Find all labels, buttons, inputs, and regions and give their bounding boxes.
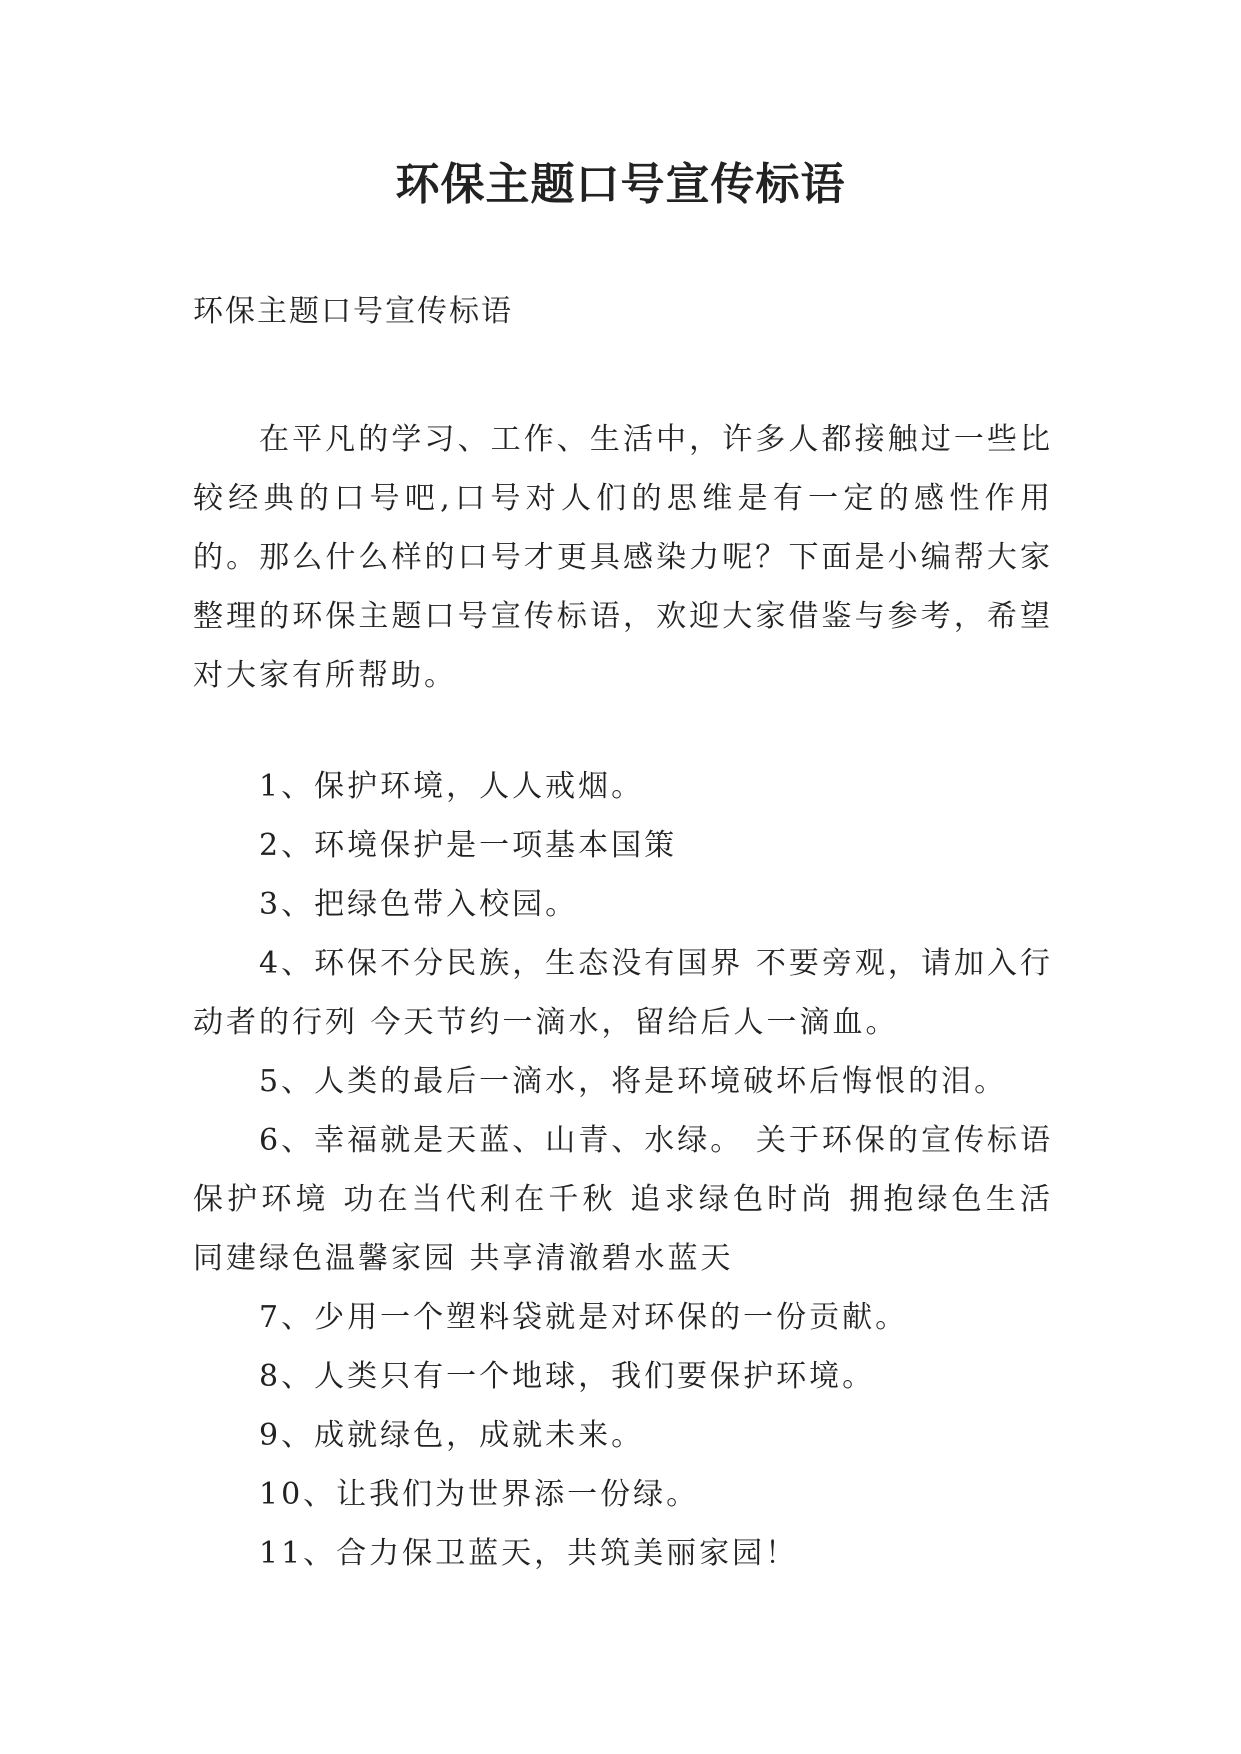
slogan-item: 2、环境保护是一项基本国策 <box>259 828 678 863</box>
slogan-item: 11、合力保卫蓝天，共筑美丽家园！ <box>259 1536 799 1571</box>
slogan-item: 1、保护环境，人人戒烟。 <box>259 769 645 804</box>
slogan-item: 10、让我们为世界添一份绿。 <box>259 1477 700 1512</box>
slogan-item: 6、幸福就是天蓝、山青、水绿。 关于环保的宣传标语 保护环境 功在当代利在千秋 追求绿色时尚 拥抱绿色生活 同建绿色温馨家园 共享清澈碧水蓝天 <box>193 1123 1053 1276</box>
slogan-item: 8、人类只有一个地球，我们要保护环境。 <box>259 1359 876 1394</box>
document-subtitle: 环保主题口号宣传标语 <box>193 294 513 329</box>
slogan-item: 7、少用一个塑料袋就是对环保的一份贡献。 <box>259 1300 909 1335</box>
slogan-item: 5、人类的最后一滴水，将是环境破坏后悔恨的泪。 <box>259 1064 1008 1099</box>
slogan-item: 4、环保不分民族，生态没有国界 不要旁观，请加入行动者的行列 今天节约一滴水，留给后人一滴血。 <box>193 946 1053 1040</box>
slogan-item: 3、把绿色带入校园。 <box>259 887 579 922</box>
slogan-item: 9、成就绿色，成就未来。 <box>259 1418 645 1453</box>
slogan-list <box>193 757 1053 1583</box>
intro-paragraph: 在平凡的学习、工作、生活中，许多人都接触过一些比较经典的口号吧,口号对人们的思维是有一定的感性作用的。那么什么样的口号才更具感染力呢？下面是小编帮大家整理的环保主题口号宣传标语，欢迎大家借鉴与参考，希望对大家有所帮助。 <box>193 422 1053 693</box>
document-title: 环保主题口号宣传标语 <box>395 159 846 210</box>
